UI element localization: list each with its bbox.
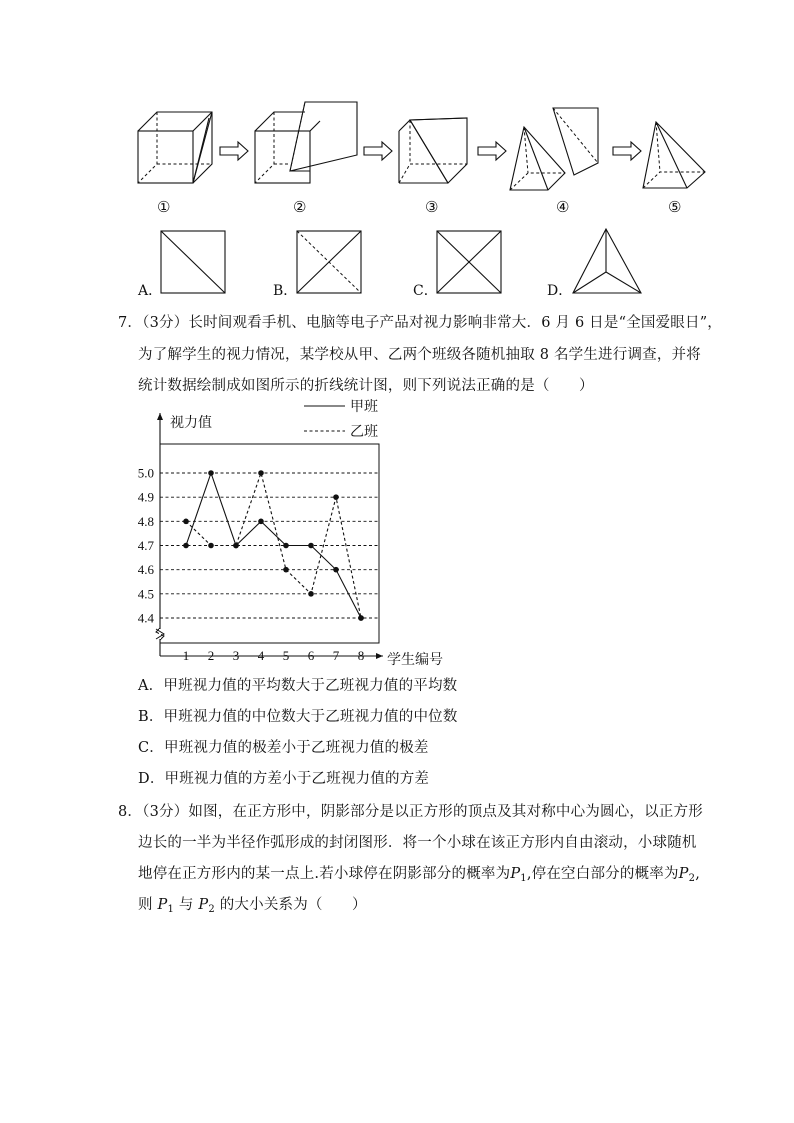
q7-line1: 7．（3分）长时间观看手机、电脑等电子产品对视力影响非常大．6 月 6 日是“全国爱眼日”， (118, 315, 723, 331)
legend-label-yi: 乙班 (350, 424, 378, 440)
p1-symbol: P (510, 866, 521, 882)
data-point-jia (308, 543, 314, 549)
p1-symbol: P (157, 897, 168, 913)
data-point-yi (333, 494, 339, 500)
x-axis-title: 学生编号 (387, 652, 443, 668)
p2-subscript: 2 (208, 904, 215, 915)
data-point-jia (358, 615, 364, 621)
q8-line4-text-b: 与 (178, 897, 194, 913)
q8-line2: 边长的一半为半径作弧形成的封闭图形．将一个小球在该正方形内自由滚动，小球随机 (138, 835, 697, 851)
p2-symbol: P (198, 897, 209, 913)
y-tick-label: 4.7 (137, 538, 154, 553)
q8-line4 (138, 898, 367, 917)
q8-line4-text-c: 的大小关系为（ ） (219, 897, 367, 913)
data-point-yi (283, 567, 289, 573)
q8-line3-text-a: 地停在正方形内的某一点上.若小球停在阴影部分的概率为 (138, 866, 511, 882)
y-tick-label: 4.9 (137, 489, 154, 505)
q7-option-c: C．甲班视力值的极差小于乙班视力值的极差 (138, 740, 429, 756)
q8-line3 (138, 867, 700, 886)
x-tick-label: 5 (282, 648, 290, 663)
data-point-yi (308, 591, 314, 597)
plot-frame (160, 444, 379, 643)
option-a-label: A． (138, 283, 163, 299)
x-tick-label: 1 (182, 648, 190, 663)
step-label: ⑤ (668, 198, 682, 216)
data-point-jia (283, 543, 289, 549)
y-tick-label: 4.6 (137, 562, 154, 578)
option-c-label: C． (413, 283, 438, 299)
x-tick-label: 4 (257, 648, 265, 663)
data-point-yi (183, 519, 189, 525)
x-tick-label: 2 (207, 648, 215, 663)
y-tick-label: 5.0 (137, 465, 154, 481)
q7-option-d: D．甲班视力值的方差小于乙班视力值的方差 (138, 771, 430, 787)
q8-line1: 8．（3分）如图，在正方形中，阴影部分是以正方形的顶点及其对称中心为圆心，以正方形 (118, 804, 703, 820)
data-point-jia (258, 519, 264, 525)
q8-line3-text-b: ,停在空白部分的概率为 (526, 866, 679, 882)
option-d-label: D． (547, 283, 573, 299)
step-label: ③ (425, 198, 439, 216)
q7-option-b: B．甲班视力值的中位数大于乙班视力值的中位数 (138, 709, 458, 725)
x-tick-label: 6 (307, 648, 315, 663)
step-label: ① (157, 198, 171, 216)
data-point-jia (208, 470, 214, 476)
y-axis-arrow-icon (157, 413, 163, 420)
x-axis-arrow-icon (376, 653, 383, 659)
q7-line3: 统计数据绘制成如图所示的折线统计图，则下列说法正确的是（ ） (138, 378, 594, 394)
q7-line2: 为了解学生的视力情况，某学校从甲、乙两个班级各随机抽取 8 名学生进行调查，并将 (138, 347, 701, 363)
option-b-label: B． (273, 283, 298, 299)
q7-option-a: A．甲班视力值的平均数大于乙班视力值的平均数 (138, 678, 458, 694)
step-label: ② (293, 198, 307, 216)
p2-subscript: 2 (688, 873, 696, 884)
y-axis-title: 视力值 (170, 415, 212, 431)
data-point-yi (258, 470, 264, 476)
y-tick-label: 4.8 (137, 513, 154, 529)
q8-line3-text-c: , (695, 866, 700, 882)
data-point-yi (208, 543, 214, 549)
data-point-jia (183, 543, 189, 549)
y-tick-label: 4.5 (137, 586, 154, 602)
x-tick-label: 3 (232, 648, 240, 663)
y-tick-label: 4.4 (137, 610, 154, 626)
data-point-jia (333, 567, 339, 573)
q8-line4-text-a: 则 (138, 897, 153, 913)
data-point-jia (233, 543, 239, 549)
x-tick-label: 8 (357, 648, 365, 663)
legend-label-jia: 甲班 (350, 399, 378, 415)
p2-symbol: P (678, 866, 689, 882)
x-tick-label: 7 (332, 648, 340, 663)
p1-subscript: 1 (167, 904, 175, 915)
step-label: ④ (556, 198, 570, 216)
p1-subscript: 1 (520, 873, 527, 884)
